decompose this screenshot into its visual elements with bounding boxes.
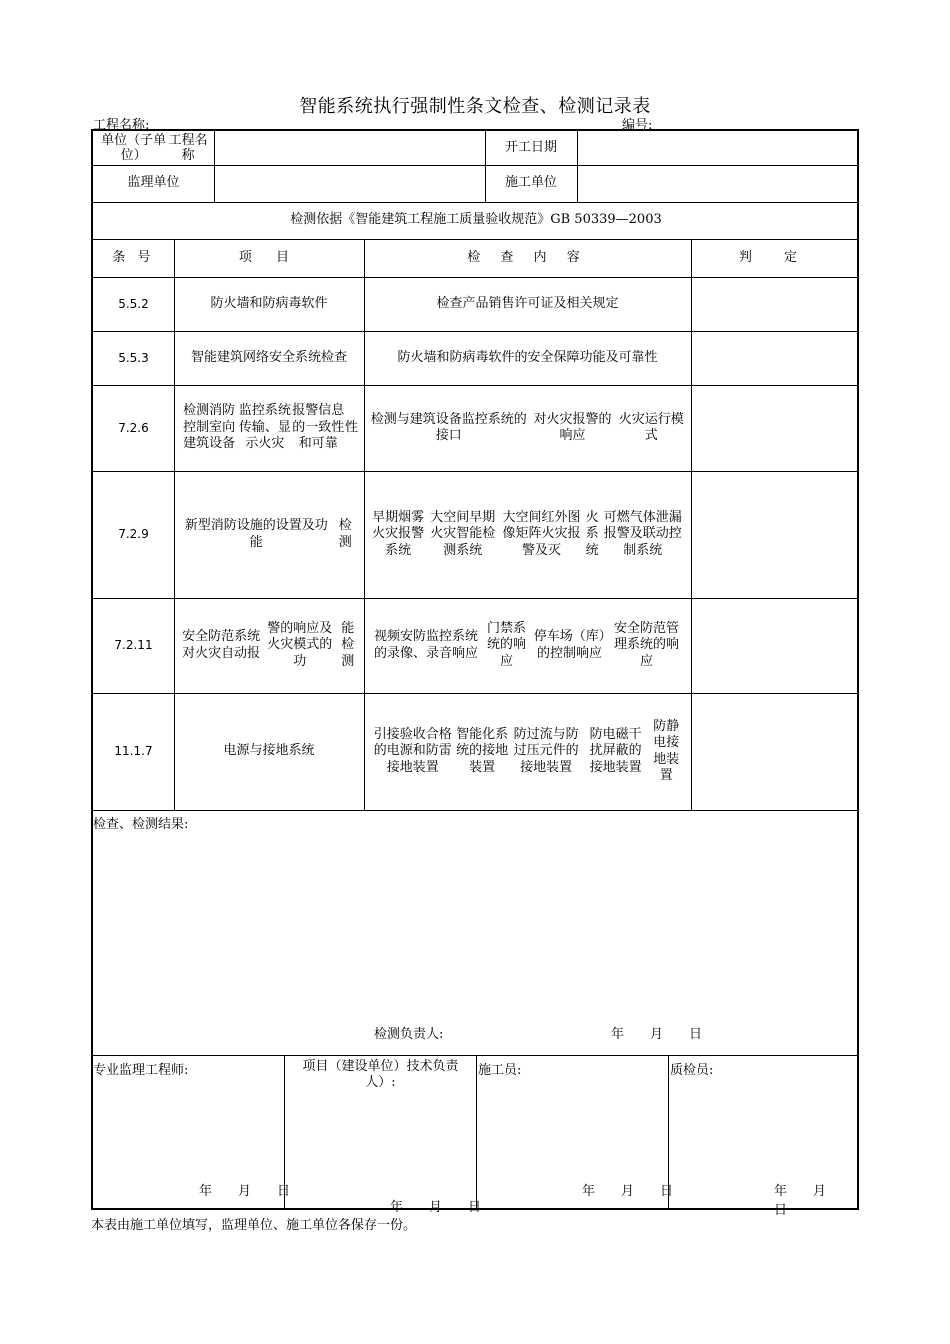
footer-note: 本表由施工单位填写，监理单位、施工单位各保存一份。 — [91, 1218, 417, 1233]
clause-cell: 7.2.11 — [114, 638, 153, 653]
item-cell: 智能建筑网络安全系统检查 — [190, 349, 347, 365]
item-cell: 安全防范系统对火灾自动报 警的响应及火灾模式的功 能检测 — [182, 620, 355, 669]
results-label: 检查、检测结果: — [93, 817, 189, 832]
inspection-basis: 检测依据《智能建筑工程施工质量验收规范》GB 50339—2003 — [290, 212, 662, 228]
constructor-date: 年 月 日 — [582, 1184, 674, 1199]
clause-cell: 5.5.3 — [118, 350, 149, 365]
number-label: 编号: — [622, 118, 653, 133]
judgement-cell[interactable] — [691, 471, 859, 598]
item-cell: 检测消防控制室向建筑设备 监控系统传输、显示火灾 报警信息的一致性和可靠 性 — [183, 403, 358, 452]
item-cell: 防火墙和防病毒软件 — [210, 295, 328, 311]
tech-lead-date: 年 月 日 — [390, 1200, 482, 1215]
start-date-label: 开工日期 — [504, 139, 557, 155]
col-header-content: 检 查 内 容 — [467, 249, 588, 265]
quality-inspector-label: 质检员: — [670, 1063, 714, 1078]
clause-cell: 11.1.7 — [114, 744, 153, 759]
document-title: 智能系统执行强制性条文检查、检测记录表 — [299, 96, 651, 117]
col-header-judgement: 判 定 — [738, 249, 812, 265]
judgement-cell[interactable] — [691, 277, 859, 331]
results-area[interactable] — [93, 821, 859, 1031]
responsible-person-label: 检测负责人: — [374, 1027, 444, 1042]
content-cell: 检查产品销售许可证及相关规定 — [436, 295, 619, 311]
tech-lead-label: 项目（建设单位）技术负责 人）: — [302, 1059, 459, 1090]
item-cell: 新型消防设施的设置及功能 检测 — [184, 518, 352, 550]
construction-unit-label: 施工单位 — [504, 175, 557, 191]
construction-unit-value[interactable] — [577, 165, 859, 202]
judgement-cell[interactable] — [691, 331, 859, 385]
quality-inspector-date: 年 月 日 — [774, 1184, 853, 1218]
item-cell: 电源与接地系统 — [223, 743, 315, 759]
record-table — [91, 129, 859, 1218]
results-date: 年 月 日 — [611, 1027, 703, 1042]
supervision-unit-value[interactable] — [214, 165, 485, 202]
clause-cell: 5.5.2 — [118, 296, 149, 311]
col-header-item: 项 目 — [238, 249, 300, 265]
clause-cell: 7.2.6 — [118, 420, 149, 435]
constructor-label: 施工员: — [478, 1063, 522, 1078]
clause-cell: 7.2.9 — [118, 527, 149, 542]
supervision-engineer-date: 年 月 日 — [199, 1184, 291, 1199]
content-cell: 防火墙和防病毒软件的安全保障功能及可靠性 — [397, 349, 658, 365]
judgement-cell[interactable] — [691, 598, 859, 693]
supervision-unit-label: 监理单位 — [127, 175, 180, 191]
unit-project-name-value[interactable] — [214, 131, 485, 165]
judgement-cell[interactable] — [691, 385, 859, 471]
content-cell: 视频安防监控系统的录像、录音响应 门禁系统的响应 停车场（库）的控制响应 安全防范管理系统的响应 — [373, 620, 679, 669]
col-header-clause: 条 号 — [112, 249, 155, 265]
content-cell: 检测与建筑设备监控系统的接口 对火灾报警的响应 火灾运行模式 — [370, 411, 684, 443]
start-date-value[interactable] — [577, 131, 859, 165]
content-cell: 早期烟雾火灾报警系统 大空间早期火灾智能检测系统 大空间红外图像矩阵火灾报警及灭 火系统 可燃气体泄漏报警及联动控制系统 — [372, 509, 682, 558]
unit-project-name-label: 单位（子单位） 工程名称 — [101, 133, 208, 163]
judgement-cell[interactable] — [691, 693, 859, 810]
project-name-label: 工程名称: — [93, 118, 150, 133]
supervision-engineer-label: 专业监理工程师: — [93, 1063, 189, 1078]
content-cell: 引接验收合格的电源和防雷接地装置 智能化系统的接地装置 防过流与防过压元件的接地装置 防电磁干扰屏蔽的接地装置 防静电接地装置 — [373, 718, 680, 783]
